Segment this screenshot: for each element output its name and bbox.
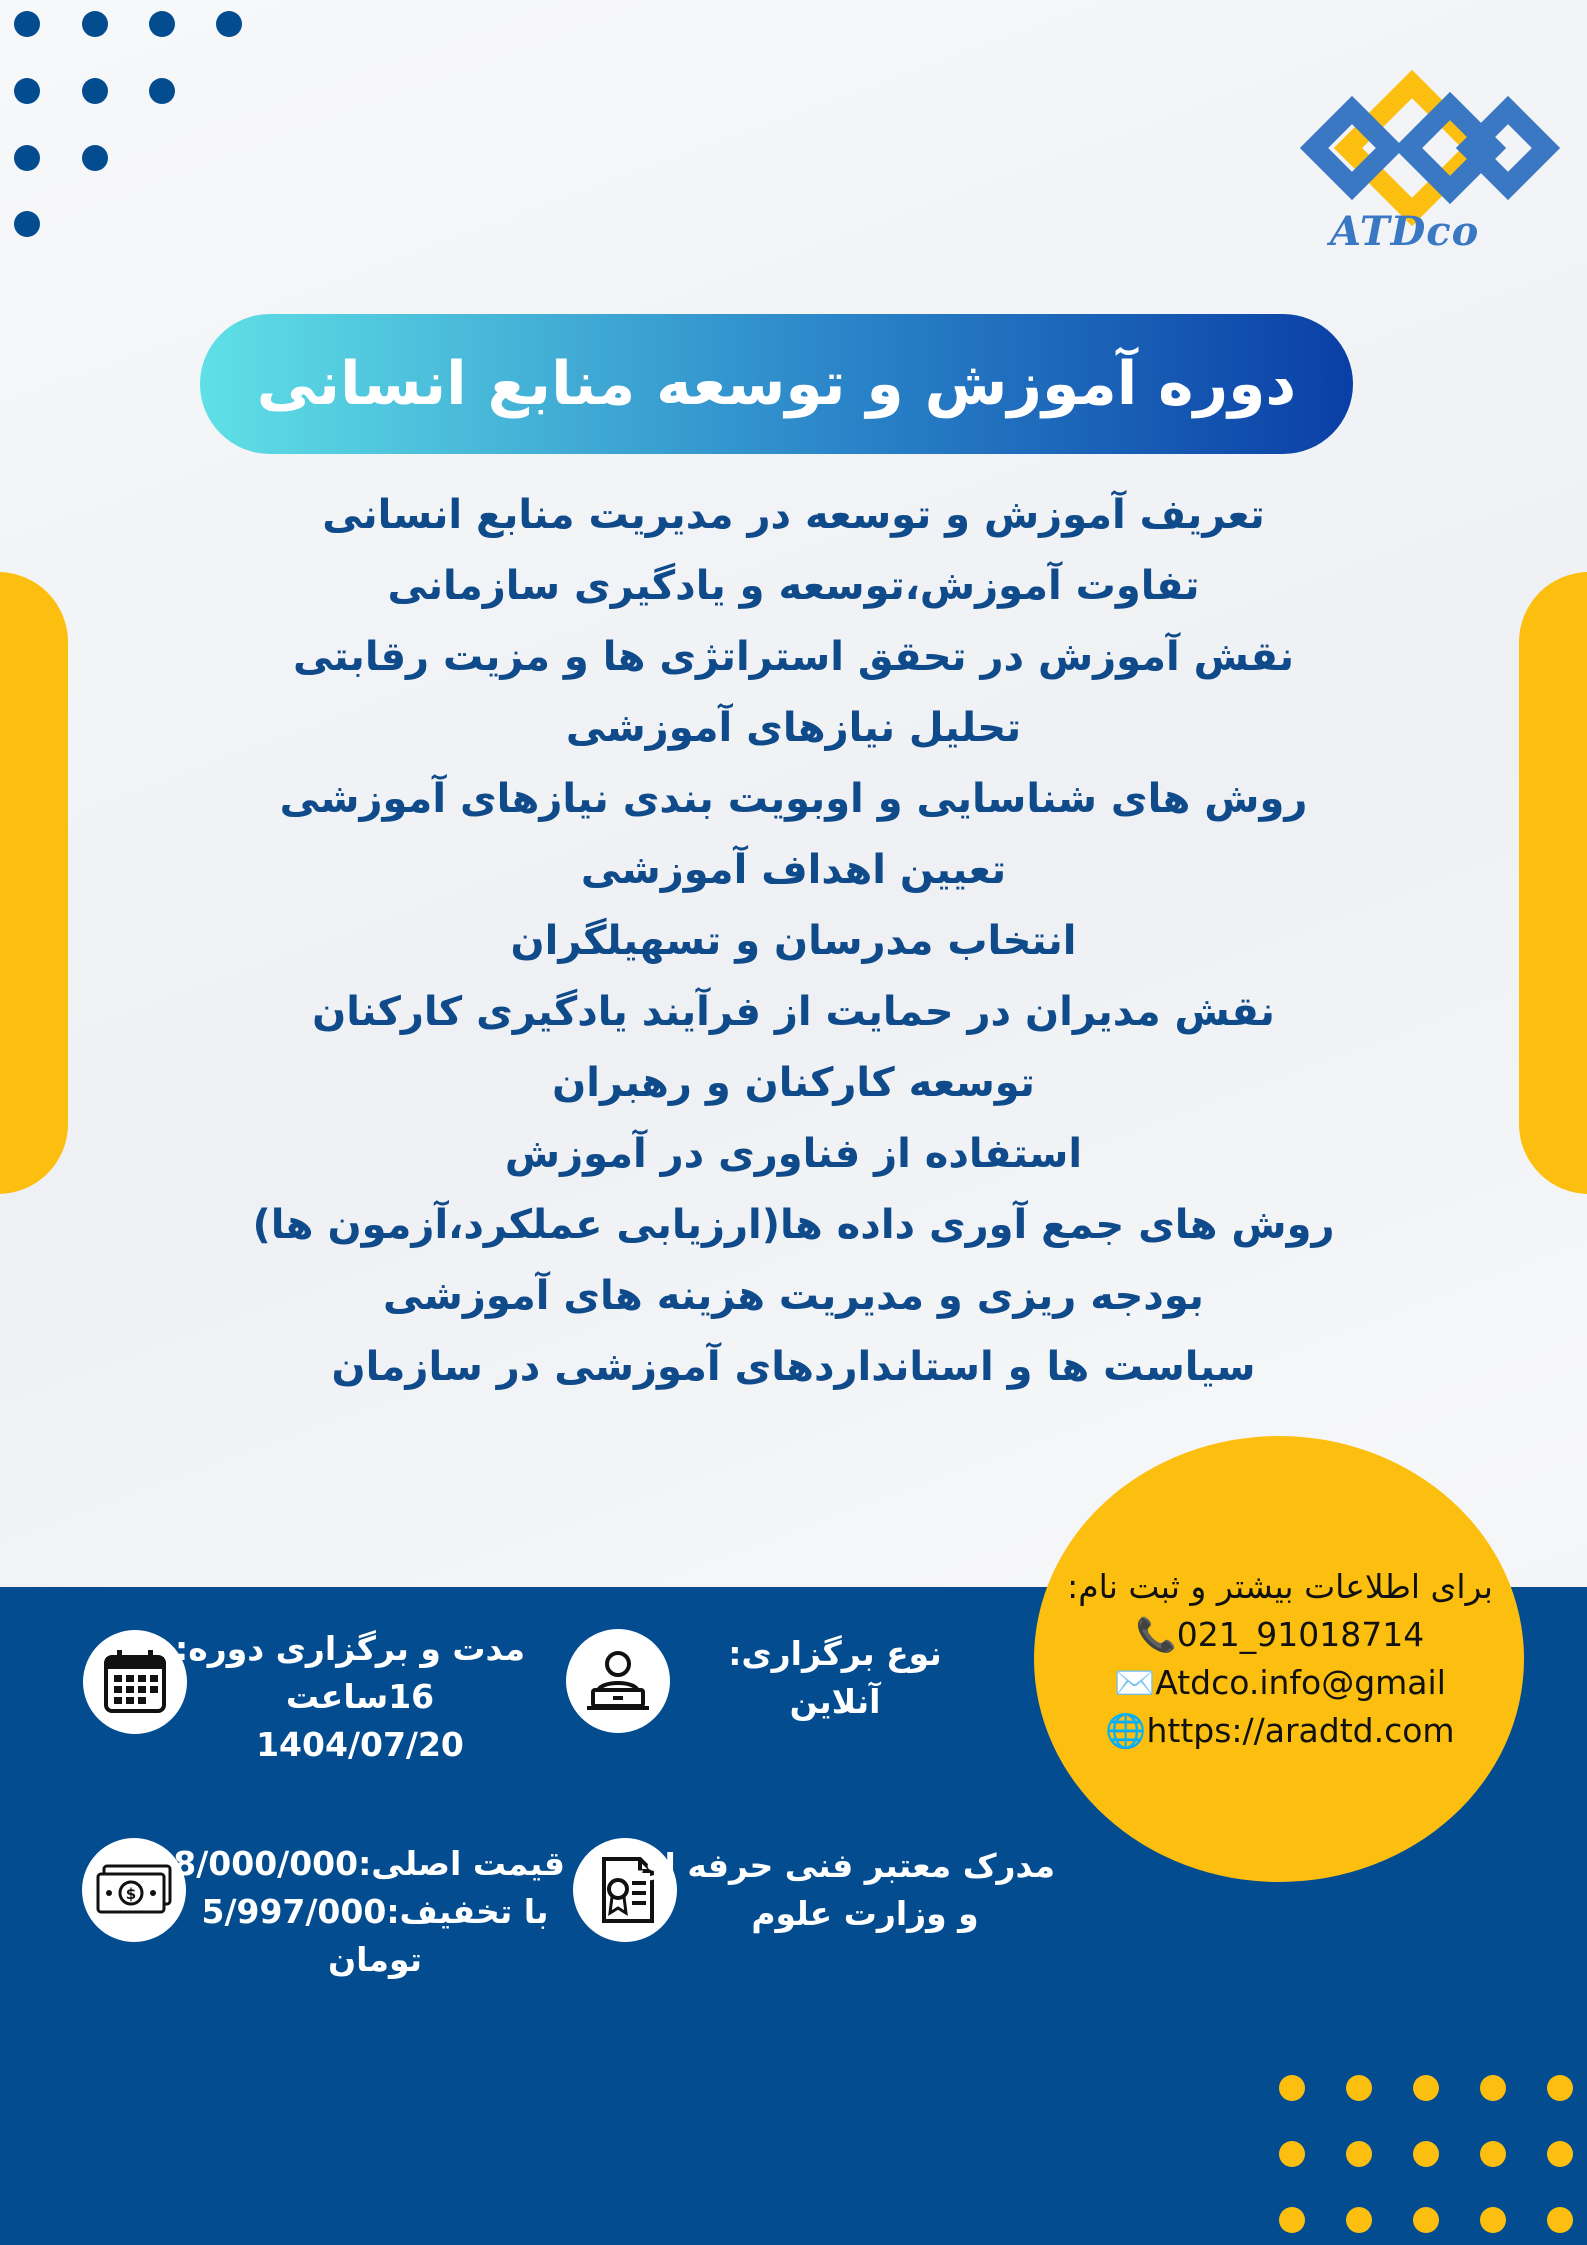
- topic-item: انتخاب مدرسان و تسهیلگران: [510, 918, 1077, 964]
- topic-item: تحلیل نیازهای آموزشی: [565, 705, 1022, 751]
- price-info: [173, 1840, 565, 1984]
- certificate-info: [634, 1842, 1055, 1938]
- duration-label: مدت و برگزاری دوره:: [175, 1629, 525, 1668]
- duration-date: 1404/07/20: [256, 1725, 464, 1764]
- decorative-pill-right: [1519, 572, 1587, 1194]
- page-title: دوره آموزش و توسعه منابع انسانی: [256, 349, 1297, 419]
- contact-website[interactable]: 🌐https://aradtd.com: [1105, 1711, 1455, 1750]
- svg-text:$: $: [125, 1885, 137, 1903]
- certificate-line2: و وزارت علوم: [751, 1894, 979, 1933]
- topic-item: استفاده از فناوری در آموزش: [504, 1131, 1083, 1177]
- topic-item: نقش مدیران در حمایت از فرآیند یادگیری کارکنان: [312, 989, 1275, 1035]
- delivery-info: [700, 1630, 970, 1726]
- decorative-pill-left: [0, 572, 68, 1194]
- contact-phone[interactable]: 📞021_91018714: [1135, 1615, 1425, 1654]
- contact-heading: برای اطلاعات بیشتر و ثبت نام:: [1067, 1567, 1493, 1606]
- topic-item: روش های شناسایی و اوبویت بندی نیازهای آموزشی: [279, 776, 1308, 822]
- contact-email[interactable]: ✉️Atdco.info@gmail: [1114, 1663, 1446, 1702]
- topic-item: تعیین اهداف آموزشی: [580, 847, 1007, 893]
- title-banner: [200, 314, 1353, 454]
- topic-item: توسعه کارکنان و رهبران: [552, 1060, 1035, 1106]
- calendar-icon: [83, 1630, 187, 1734]
- topic-item: نقش آموزش در تحقق استراتژی ها و مزیت رقابتی: [293, 634, 1294, 680]
- certificate-line1: مدرک معتبر فنی حرفه ای: [634, 1846, 1055, 1885]
- delivery-value: آنلاین: [789, 1682, 881, 1721]
- topic-item: روش های جمع آوری داده ها(ارزیابی عملکرد،آزمون ها): [252, 1202, 1335, 1248]
- price-currency: تومان: [327, 1940, 423, 1979]
- price-discount: با تخفیف:5/997/000: [201, 1892, 549, 1931]
- topic-item: بودجه ریزی و مدیریت هزینه های آموزشی: [383, 1273, 1204, 1319]
- online-learner-icon: [566, 1629, 670, 1733]
- money-icon: [82, 1838, 186, 1942]
- delivery-label: نوع برگزاری:: [728, 1634, 942, 1673]
- topic-item: تعریف آموزش و توسعه در مدیریت منابع انسانی: [322, 492, 1265, 538]
- topic-list: [230, 480, 1357, 1403]
- contact-block: [1060, 1563, 1500, 1755]
- price-original: قیمت اصلی:8/000/000: [173, 1844, 565, 1883]
- logo-text: ATDco: [1330, 208, 1480, 255]
- topic-item: تفاوت آموزش،توسعه و یادگیری سازمانی: [387, 563, 1200, 609]
- duration-info: [175, 1625, 525, 1769]
- duration-hours: 16ساعت: [285, 1677, 435, 1716]
- topic-item: سیاست ها و استانداردهای آموزشی در سازمان: [331, 1344, 1256, 1390]
